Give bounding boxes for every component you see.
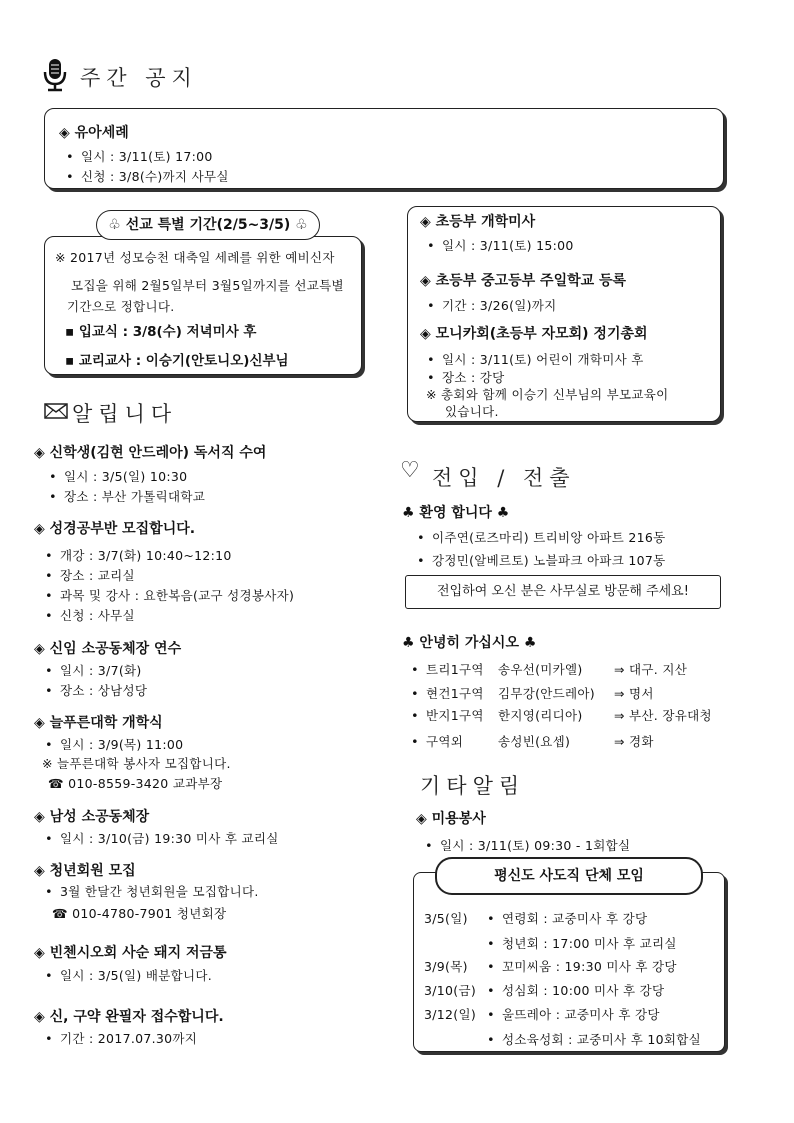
- list-item: • 과목 및 강사 : 요한복음(교구 성경봉사자): [45, 588, 295, 603]
- beauty-service-heading: ◈ 미용봉사: [416, 811, 486, 827]
- list-item: • 일시 : 3/5(일) 10:30: [49, 469, 188, 484]
- admission-ceremony: ▪ 입교식 : 3/8(수) 저녁미사 후: [65, 324, 257, 340]
- monica-heading: ◈ 모니카회(초등부 자모회) 정기총회: [420, 326, 648, 342]
- mission-period-box: [44, 236, 362, 375]
- children-school-box: [407, 206, 721, 422]
- list-item: • 일시 : 3/5(일) 배분합니다.: [45, 968, 212, 983]
- list-item: • 일시 : 3/11(토) 09:30 - 1회합실: [425, 838, 631, 853]
- farewell-row: • 현건1구역 김무강(안드레아) ⇒ 명서: [411, 686, 654, 701]
- list-item: • 기간 : 2017.07.30까지: [45, 1031, 198, 1046]
- list-item: • 일시 : 3/10(금) 19:30 미사 후 교리실: [45, 831, 279, 846]
- notice-heading: ◈ 청년회원 모집: [34, 863, 136, 879]
- list-item: • 일시 : 3/7(화): [45, 663, 142, 678]
- lay-apostolate-title: 평신도 사도직 단체 모임: [435, 857, 703, 895]
- welcome-heading: ♣ 환영 합니다 ♣: [402, 505, 510, 521]
- monica-note: ※ 총회와 함께 이승기 신부님의 부모교육이: [426, 387, 669, 402]
- notice-heading: ◈ 빈첸시오회 사순 돼지 저금통: [34, 945, 227, 961]
- mission-text: 모집을 위해 2월5일부터 3월5일까지를 선교특별: [71, 278, 344, 293]
- notice-heading: ◈ 신학생(김현 안드레아) 독서직 수여: [34, 445, 267, 461]
- notice-heading: ◈ 늘푸른대학 개학식: [34, 715, 163, 731]
- list-item: • 장소 : 상남성당: [45, 683, 148, 698]
- group-row: • 성소육성회 : 교중미사 후 10회합실: [487, 1032, 701, 1047]
- list-item: • 이주연(로즈마리) 트리비앙 아파트 216동: [417, 530, 666, 545]
- mission-period-heading: ♧ 선교 특별 기간(2/5~3/5) ♧: [96, 210, 320, 240]
- lay-apostolate-box: [413, 872, 725, 1052]
- group-row: 3/5(일) • 연령회 : 교중미사 후 강당: [424, 911, 648, 926]
- group-row: 3/9(목) • 꼬미씨움 : 19:30 미사 후 강당: [424, 959, 677, 974]
- microphone-icon: [42, 58, 68, 92]
- mission-text: 기간으로 정합니다.: [67, 299, 175, 314]
- list-item: • 3월 한달간 청년회원을 모집합니다.: [45, 884, 259, 899]
- group-row: • 청년회 : 17:00 미사 후 교리실: [487, 936, 677, 951]
- envelope-icon: [44, 403, 68, 419]
- list-item: • 일시 : 3/9(목) 11:00: [45, 737, 184, 752]
- infant-baptism-box: [44, 108, 724, 189]
- notice-heading: ◈ 성경공부반 모집합니다.: [34, 521, 196, 537]
- farewell-heading: ♣ 안녕히 가십시오 ♣: [402, 635, 537, 651]
- farewell-row: • 구역외 송성빈(요셉) ⇒ 경화: [411, 734, 654, 749]
- phone-line: ☎ 010-4780-7901 청년회장: [52, 906, 227, 921]
- list-item: • 강정민(알베르토) 노블파크 아파크 107동: [417, 553, 666, 568]
- farewell-row: • 반지1구역 한지영(리디아) ⇒ 부산. 장유대청: [411, 708, 712, 723]
- monica-note: 있습니다.: [445, 404, 499, 419]
- infant-baptism-heading: ◈ 유아세례: [59, 125, 129, 141]
- list-item: • 기간 : 3/26(일)까지: [427, 298, 557, 313]
- list-item: • 장소 : 교리실: [45, 568, 135, 583]
- notice-note: ※ 늘푸른대학 봉사자 모집합니다.: [42, 756, 231, 771]
- notice-heading: ◈ 남성 소공동체장: [34, 809, 150, 825]
- group-row: 3/10(금) • 성심회 : 10:00 미사 후 강당: [424, 983, 665, 998]
- list-item: • 장소 : 부산 가톨릭대학교: [49, 489, 206, 504]
- list-item: • 일시 : 3/11(토) 15:00: [427, 238, 574, 253]
- list-item: • 신청 : 사무실: [45, 608, 135, 623]
- list-item: • 개강 : 3/7(화) 10:40~12:10: [45, 548, 232, 563]
- list-item: • 일시 : 3/11(토) 어린이 개학미사 후: [427, 352, 644, 367]
- notice-heading: ◈ 신, 구약 완필자 접수합니다.: [34, 1009, 224, 1025]
- list-item: • 일시 : 3/11(토) 17:00: [66, 149, 213, 164]
- mission-text: ※ 2017년 성모승천 대축일 세례를 위한 예비신자: [55, 250, 335, 265]
- school-registration-heading: ◈ 초등부 중고등부 주일학교 등록: [420, 273, 627, 289]
- weekly-notice-title: 주간 공지: [80, 66, 198, 90]
- list-item: • 신청 : 3/8(수)까지 사무실: [66, 169, 229, 184]
- group-row: 3/12(일) • 울뜨레아 : 교중미사 후 강당: [424, 1007, 660, 1022]
- heart-icon: ♡: [400, 458, 420, 483]
- notices-title: 알립니다: [72, 402, 178, 426]
- first-mass-heading: ◈ 초등부 개학미사: [420, 214, 536, 230]
- phone-line: ☎ 010-8559-3420 교과부장: [48, 776, 223, 791]
- other-notices-title: 기타알림: [420, 774, 526, 798]
- list-item: • 장소 : 강당: [427, 370, 505, 385]
- farewell-row: • 트리1구역 송우선(미카엘) ⇒ 대구. 지산: [411, 662, 688, 677]
- moving-title: 전입 / 전출: [432, 466, 576, 490]
- visit-office-note: 전입하여 오신 분은 사무실로 방문해 주세요!: [405, 575, 721, 609]
- notice-heading: ◈ 신임 소공동체장 연수: [34, 641, 182, 657]
- catechist: ▪ 교리교사 : 이승기(안토니오)신부님: [65, 353, 289, 369]
